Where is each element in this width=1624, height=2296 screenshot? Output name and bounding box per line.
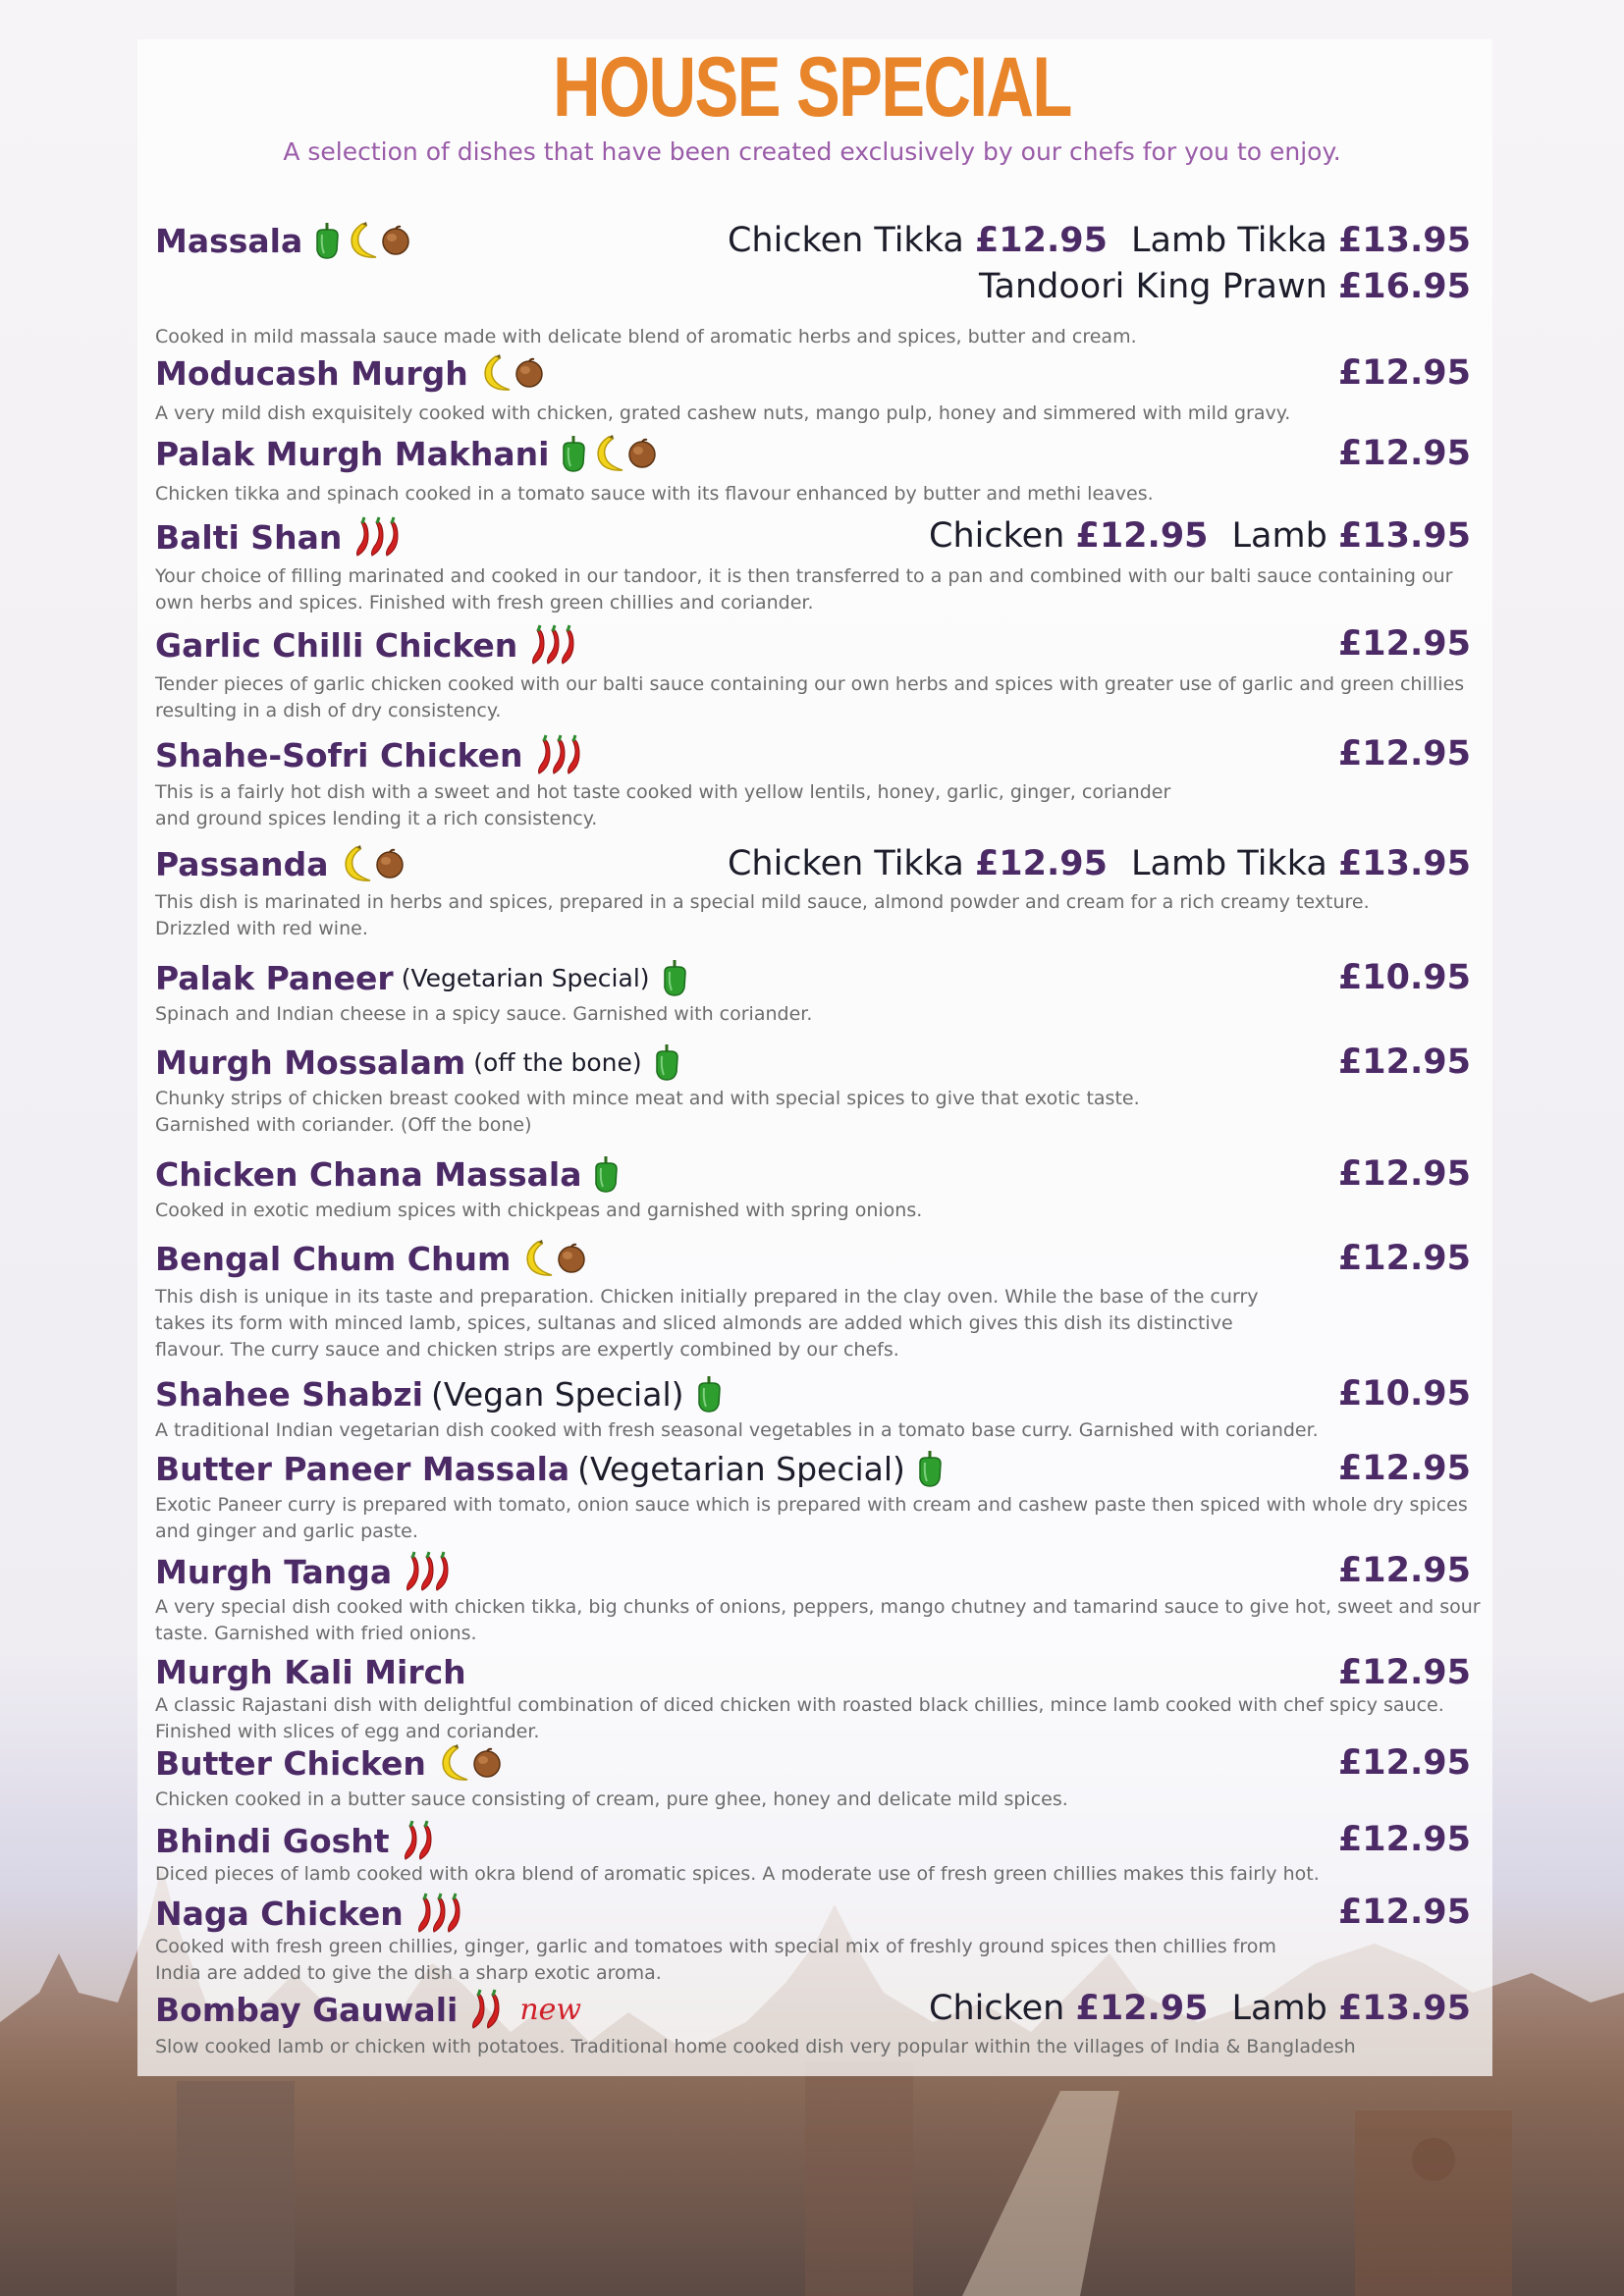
dish-name: Palak Paneer [155, 958, 394, 997]
price-line [1338, 1893, 1471, 1932]
price-line [1338, 1374, 1471, 1414]
price-value: £12.95 [1075, 516, 1209, 556]
price-label: Lamb Tikka [1131, 221, 1327, 260]
chilli-icon [413, 1893, 463, 1934]
dish-icons [352, 516, 405, 558]
price-value: £10.95 [1337, 1374, 1471, 1414]
price-value: £10.95 [1337, 958, 1471, 997]
price-value: £12.95 [1337, 1653, 1471, 1692]
price-line [1338, 434, 1471, 473]
dish-name: Shahe-Sofri Chicken [155, 735, 523, 774]
price-value: £12.95 [1337, 1154, 1471, 1194]
dish-icons [312, 221, 413, 260]
chilli-icon [352, 516, 402, 558]
price-line [1338, 1449, 1471, 1488]
dish-note: (Vegan Special) [430, 1374, 684, 1414]
price-value: £12.95 [974, 221, 1109, 260]
price-value: £13.95 [1337, 221, 1471, 260]
chilli-icon [527, 624, 577, 666]
dish-icons [413, 1893, 466, 1934]
chilli-icon [533, 734, 583, 775]
dish-name-row [155, 353, 547, 393]
menu-subtitle: A selection of dishes that have been created exclusively by our chefs for you to enjoy. [283, 137, 1341, 166]
dish-name-row [155, 1154, 623, 1194]
nut-icon [381, 225, 410, 256]
price-line [1338, 1154, 1471, 1194]
dish-name: Passanda [155, 844, 329, 883]
dish-description: This is a fairly hot dish with a sweet and hot taste cooked with yellow lentils, honey, garlic, ginger, coriander and ground spices lending it a rich consistency. [155, 781, 1171, 829]
price-value: £12.95 [1337, 1449, 1471, 1488]
dish-note: (off the bone) [473, 1047, 642, 1077]
dish-icons [402, 1551, 455, 1592]
dish-description: This dish is unique in its taste and preparation. Chicken initially prepared in the clay oven. While the base of the curry takes its form with minced lamb, spices, sultanas and sliced almonds are added which gives this dish its distinctive flavour. The curry sauce and chicken strips are expertly combined by our chefs. [155, 1286, 1259, 1361]
dish-icons [400, 1820, 438, 1861]
price-line [1338, 958, 1471, 997]
dish-name: Butter Chicken [155, 1743, 426, 1783]
dish-name: Moducash Murgh [155, 353, 468, 393]
dish-name-row [155, 1743, 505, 1783]
dish-name: Palak Murgh Makhani [155, 434, 550, 473]
price-line [929, 516, 1471, 556]
price-value: £12.95 [1337, 434, 1471, 473]
chilli-icon [402, 1551, 452, 1592]
dish-icons [527, 624, 580, 666]
dish-name: Butter Paneer Massala [155, 1449, 570, 1488]
price-line [1338, 1820, 1471, 1859]
pepper-icon [652, 1042, 681, 1082]
price-line [1338, 1551, 1471, 1590]
price-value: £12.95 [1337, 1551, 1471, 1590]
chilli-icon [467, 1989, 503, 2030]
price-line [1338, 1653, 1471, 1692]
dish-name-row [155, 434, 660, 473]
pepper-icon [591, 1154, 621, 1194]
price-line [1338, 1042, 1471, 1082]
new-badge: new [519, 1992, 582, 2027]
dish-name-row [155, 1449, 947, 1488]
dish-name-row [155, 1989, 581, 2030]
dish-icons [660, 958, 692, 997]
dish-icons [591, 1154, 623, 1194]
price-line [728, 844, 1471, 883]
dish-description: Exotic Paneer curry is prepared with tomato, onion sauce which is prepared with cream and cashew paste then spiced with whole dry spices and ginger and garlic paste. [155, 1494, 1468, 1542]
dish-description: Cooked in mild massala sauce made with delicate blend of aromatic herbs and spices, butter and cream. [155, 326, 1137, 347]
dish-icons [520, 1239, 589, 1278]
pepper-icon [694, 1374, 724, 1414]
dish-description: Cooked in exotic medium spices with chickpeas and garnished with spring onions. [155, 1200, 923, 1221]
price-value: £13.95 [1337, 516, 1471, 556]
dish-description: Diced pieces of lamb cooked with okra blend of aromatic spices. A moderate use of fresh green chillies makes this fairly hot. [155, 1863, 1320, 1885]
price-line [1338, 1239, 1471, 1278]
dish-icons [915, 1449, 947, 1488]
dish-description: A traditional Indian vegetarian dish cooked with fresh seasonal vegetables in a tomato base curry. Garnished with coriander. [155, 1419, 1319, 1441]
nut-icon [472, 1747, 502, 1779]
dish-icons [533, 734, 586, 775]
price-line [1338, 1743, 1471, 1783]
price-value: £12.95 [1337, 1042, 1471, 1082]
price-label: Chicken [929, 1989, 1065, 2028]
dish-name: Bengal Chum Chum [155, 1239, 512, 1278]
dish-description: Chunky strips of chicken breast cooked with mince meat and with special spices to give that exotic taste. Garnished with coriander. (Off the bone) [155, 1088, 1140, 1136]
price-line [1338, 624, 1471, 664]
menu-title: HOUSE SPECIAL [553, 40, 1071, 134]
dish-name: Bhindi Gosht [155, 1821, 390, 1860]
banana-icon [520, 1239, 554, 1278]
pepper-icon [559, 434, 588, 473]
dish-description: Tender pieces of garlic chicken cooked with our balti sauce containing our own herbs and spices with greater use of garlic and green chillies resulting in a dish of dry consistency. [155, 673, 1465, 721]
dish-name-row [155, 1820, 438, 1861]
price-line [1338, 353, 1471, 393]
dish-name-row [155, 1239, 589, 1278]
banana-icon [345, 221, 378, 260]
price-label: Chicken [929, 516, 1065, 556]
price-value: £12.95 [1075, 1989, 1209, 2028]
dish-name-row [155, 1653, 466, 1691]
price-value: £12.95 [1337, 624, 1471, 664]
price-line [929, 1989, 1471, 2028]
banana-icon [339, 844, 372, 883]
dish-icons [559, 434, 660, 473]
price-value: £12.95 [1337, 1820, 1471, 1859]
dish-name-row [155, 1551, 455, 1592]
dish-icons [339, 844, 407, 883]
price-line [728, 221, 1471, 260]
nut-icon [514, 357, 544, 389]
pepper-icon [312, 221, 342, 260]
dish-description: This dish is marinated in herbs and spices, prepared in a special mild sauce, almond powder and cream for a rich creamy texture. Drizzled with red wine. [155, 891, 1370, 939]
dish-description: Spinach and Indian cheese in a spicy sauce. Garnished with coriander. [155, 1003, 813, 1025]
banana-icon [436, 1743, 469, 1783]
dish-name-row [155, 734, 586, 775]
chilli-icon [400, 1820, 435, 1861]
price-line [979, 267, 1471, 306]
price-value: £12.95 [1337, 1743, 1471, 1783]
dish-icons [436, 1743, 505, 1783]
dish-note: (Vegetarian Special) [577, 1449, 905, 1488]
dish-description: Chicken cooked in a butter sauce consisting of cream, pure ghee, honey and delicate mild spices. [155, 1789, 1068, 1810]
price-label: Lamb Tikka [1131, 844, 1327, 883]
dish-name: Chicken Chana Massala [155, 1154, 582, 1194]
price-label: Tandoori King Prawn [978, 267, 1327, 306]
price-line [1338, 734, 1471, 774]
price-label: Chicken Tikka [727, 221, 964, 260]
dish-name: Shahee Shabzi [155, 1374, 423, 1414]
dish-icons [652, 1042, 684, 1082]
dish-description: Chicken tikka and spinach cooked in a tomato sauce with its flavour enhanced by butter and methi leaves. [155, 483, 1154, 505]
dish-icons [467, 1989, 506, 2030]
dish-name-row [155, 1374, 727, 1414]
dish-description: A very mild dish exquisitely cooked with chicken, grated cashew nuts, mango pulp, honey and simmered with mild gravy. [155, 402, 1291, 424]
price-value: £13.95 [1337, 1989, 1471, 2028]
dish-description: Cooked with fresh green chillies, ginger, garlic and tomatoes with special mix of freshly ground spices then chillies from India are added to give the dish a sharp exotic aroma. [155, 1936, 1276, 1984]
banana-icon [478, 353, 512, 393]
dish-name: Garlic Chilli Chicken [155, 625, 518, 665]
dish-name: Naga Chicken [155, 1894, 404, 1933]
dish-description: A very special dish cooked with chicken tikka, big chunks of onions, peppers, mango chutney and tamarind sauce to give hot, sweet and sour taste. Garnished with fried onions. [155, 1596, 1481, 1644]
price-label: Lamb [1231, 1989, 1327, 2028]
dish-name-row [155, 1893, 466, 1934]
price-value: £12.95 [974, 844, 1109, 883]
dish-icons [478, 353, 547, 393]
dish-name: Murgh Mossalam [155, 1042, 466, 1082]
dish-name: Balti Shan [155, 517, 343, 557]
dish-name-row [155, 516, 405, 558]
price-value: £12.95 [1337, 734, 1471, 774]
price-value: £16.95 [1337, 267, 1471, 306]
dish-name-row [155, 624, 580, 666]
dish-icons [694, 1374, 727, 1414]
dish-description: A classic Rajastani dish with delightful combination of diced chicken with roasted black chillies, mince lamb cooked with chef spicy sauce. Finished with slices of egg and coriander. [155, 1694, 1444, 1742]
dish-name-row [155, 958, 692, 997]
nut-icon [627, 438, 657, 469]
dish-name: Murgh Kali Mirch [155, 1653, 466, 1691]
nut-icon [557, 1243, 586, 1274]
dish-description: Slow cooked lamb or chicken with potatoes. Traditional home cooked dish very popular within the villages of India & Bangladesh [155, 2036, 1356, 2057]
price-value: £12.95 [1337, 353, 1471, 393]
dish-name-row [155, 844, 407, 883]
dish-description: Your choice of filling marinated and cooked in our tandoor, it is then transferred to a pan and combined with our balti sauce containing our own herbs and spices. Finished with fresh green chillies and coriander. [155, 565, 1453, 614]
pepper-icon [660, 958, 689, 997]
nut-icon [375, 848, 405, 880]
dish-name: Bombay Gauwali [155, 1990, 459, 2029]
dish-name: Massala [155, 221, 303, 260]
price-value: £12.95 [1337, 1239, 1471, 1278]
dish-name-row [155, 221, 413, 260]
dish-note: (Vegetarian Special) [401, 963, 650, 992]
price-value: £12.95 [1337, 1893, 1471, 1932]
price-value: £13.95 [1337, 844, 1471, 883]
banana-icon [591, 434, 624, 473]
price-label: Chicken Tikka [727, 844, 964, 883]
pepper-icon [915, 1449, 945, 1488]
dish-name-row [155, 1042, 684, 1082]
dish-name: Murgh Tanga [155, 1552, 393, 1591]
price-label: Lamb [1231, 516, 1327, 556]
